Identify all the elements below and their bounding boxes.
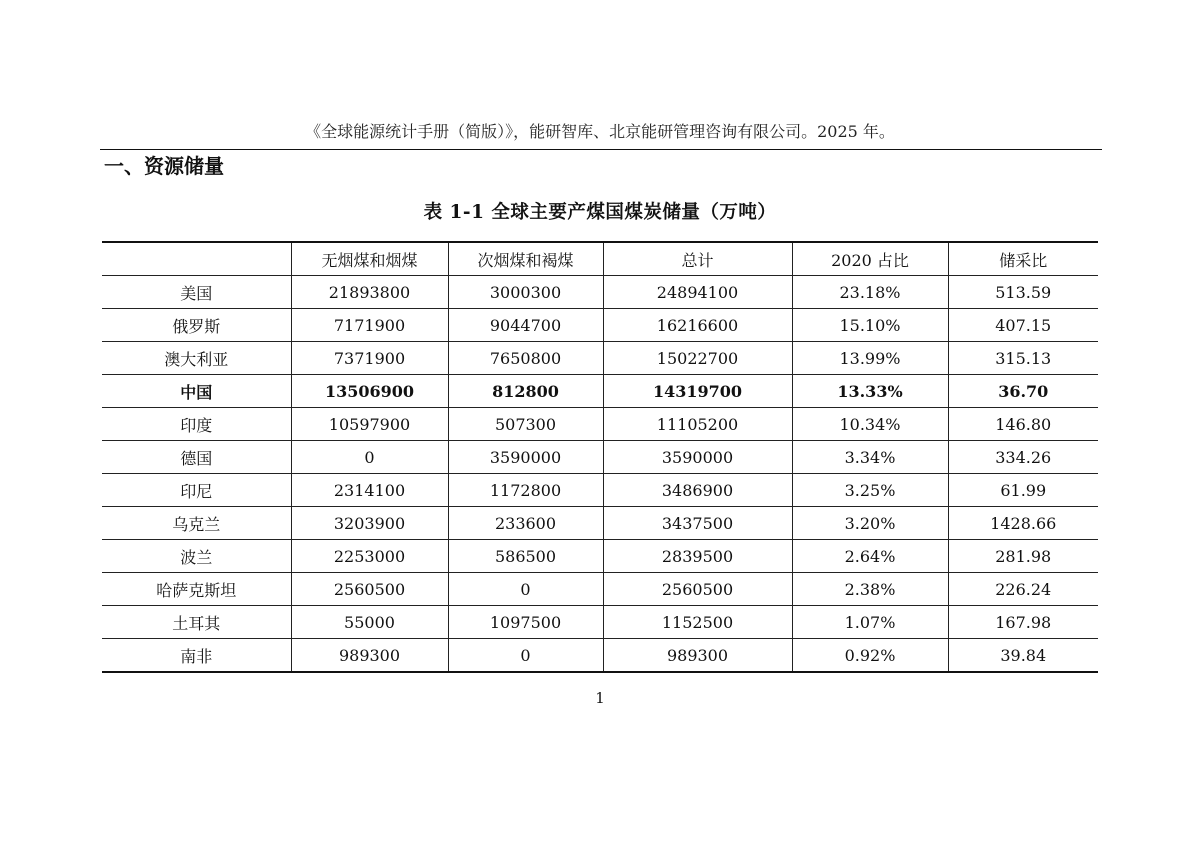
cell-anthracite-bituminous: 0: [291, 441, 448, 474]
cell-rp-ratio: 513.59: [948, 276, 1098, 309]
cell-total: 3590000: [603, 441, 792, 474]
cell-total: 989300: [603, 639, 792, 673]
cell-share-2020: 15.10%: [792, 309, 948, 342]
cell-share-2020: 3.20%: [792, 507, 948, 540]
table-title-text: 表 1-1 全球主要产煤国煤炭储量（万吨）: [423, 202, 777, 223]
cell-subbituminous-lignite: 0: [448, 639, 603, 673]
cell-rp-ratio: 61.99: [948, 474, 1098, 507]
cell-total: 11105200: [603, 408, 792, 441]
cell-country: 土耳其: [102, 606, 291, 639]
cell-rp-ratio: 281.98: [948, 540, 1098, 573]
cell-rp-ratio: 36.70: [948, 375, 1098, 408]
cell-subbituminous-lignite: 233600: [448, 507, 603, 540]
cell-share-2020: 10.34%: [792, 408, 948, 441]
table-row: [102, 573, 1098, 606]
column-header-total: 总计: [603, 242, 792, 276]
cell-rp-ratio: 334.26: [948, 441, 1098, 474]
column-header-anthracite-bituminous: 无烟煤和烟煤: [291, 242, 448, 276]
cell-country: 乌克兰: [102, 507, 291, 540]
table-title: [100, 199, 1100, 227]
table-row: [102, 540, 1098, 573]
cell-subbituminous-lignite: 812800: [448, 375, 603, 408]
cell-anthracite-bituminous: 7371900: [291, 342, 448, 375]
table-row: [102, 276, 1098, 309]
cell-share-2020: 3.25%: [792, 474, 948, 507]
cell-anthracite-bituminous: 7171900: [291, 309, 448, 342]
cell-total: 16216600: [603, 309, 792, 342]
cell-share-2020: 2.38%: [792, 573, 948, 606]
header-rule: [100, 149, 1102, 150]
page-number: 1: [595, 689, 605, 707]
cell-total: 1152500: [603, 606, 792, 639]
table-row: [102, 606, 1098, 639]
cell-share-2020: 2.64%: [792, 540, 948, 573]
cell-anthracite-bituminous: 21893800: [291, 276, 448, 309]
cell-anthracite-bituminous: 55000: [291, 606, 448, 639]
cell-country: 印尼: [102, 474, 291, 507]
cell-country: 哈萨克斯坦: [102, 573, 291, 606]
cell-share-2020: 13.33%: [792, 375, 948, 408]
column-header-country: [102, 242, 291, 276]
cell-total: 2560500: [603, 573, 792, 606]
cell-country: 澳大利亚: [102, 342, 291, 375]
cell-anthracite-bituminous: 3203900: [291, 507, 448, 540]
cell-subbituminous-lignite: 1172800: [448, 474, 603, 507]
section-heading: 一、资源储量: [104, 154, 224, 178]
cell-total: 15022700: [603, 342, 792, 375]
cell-rp-ratio: 167.98: [948, 606, 1098, 639]
cell-subbituminous-lignite: 0: [448, 573, 603, 606]
column-header-share-2020: 2020 占比: [792, 242, 948, 276]
cell-country: 印度: [102, 408, 291, 441]
cell-country: 中国: [102, 375, 291, 408]
cell-total: 2839500: [603, 540, 792, 573]
cell-country: 波兰: [102, 540, 291, 573]
cell-subbituminous-lignite: 9044700: [448, 309, 603, 342]
cell-subbituminous-lignite: 507300: [448, 408, 603, 441]
table-row: [102, 507, 1098, 540]
cell-country: 南非: [102, 639, 291, 673]
cell-rp-ratio: 146.80: [948, 408, 1098, 441]
table-row: [102, 474, 1098, 507]
cell-total: 3437500: [603, 507, 792, 540]
cell-country: 俄罗斯: [102, 309, 291, 342]
table-row: [102, 309, 1098, 342]
cell-anthracite-bituminous: 2560500: [291, 573, 448, 606]
cell-rp-ratio: 315.13: [948, 342, 1098, 375]
cell-anthracite-bituminous: 989300: [291, 639, 448, 673]
table-header-row: [102, 242, 1098, 276]
cell-share-2020: 3.34%: [792, 441, 948, 474]
cell-total: 24894100: [603, 276, 792, 309]
cell-subbituminous-lignite: 3000300: [448, 276, 603, 309]
cell-subbituminous-lignite: 7650800: [448, 342, 603, 375]
cell-rp-ratio: 1428.66: [948, 507, 1098, 540]
cell-share-2020: 0.92%: [792, 639, 948, 673]
cell-anthracite-bituminous: 2253000: [291, 540, 448, 573]
cell-total: 3486900: [603, 474, 792, 507]
table-row: [102, 408, 1098, 441]
cell-country: 美国: [102, 276, 291, 309]
column-header-subbituminous-lignite: 次烟煤和褐煤: [448, 242, 603, 276]
cell-subbituminous-lignite: 1097500: [448, 606, 603, 639]
cell-country: 德国: [102, 441, 291, 474]
table-row-highlighted: [102, 375, 1098, 408]
cell-rp-ratio: 39.84: [948, 639, 1098, 673]
cell-anthracite-bituminous: 10597900: [291, 408, 448, 441]
cell-total: 14319700: [603, 375, 792, 408]
cell-rp-ratio: 226.24: [948, 573, 1098, 606]
column-header-rp-ratio: 储采比: [948, 242, 1098, 276]
cell-share-2020: 23.18%: [792, 276, 948, 309]
table-row: [102, 639, 1098, 673]
table-row: [102, 441, 1098, 474]
cell-subbituminous-lignite: 586500: [448, 540, 603, 573]
cell-anthracite-bituminous: 2314100: [291, 474, 448, 507]
source-citation: 《全球能源统计手册（简版）》，能研智库、北京能研管理咨询有限公司。2025 年。: [305, 122, 895, 141]
cell-subbituminous-lignite: 3590000: [448, 441, 603, 474]
cell-anthracite-bituminous: 13506900: [291, 375, 448, 408]
cell-share-2020: 13.99%: [792, 342, 948, 375]
table-row: [102, 342, 1098, 375]
coal-reserves-table: [102, 241, 1098, 673]
cell-share-2020: 1.07%: [792, 606, 948, 639]
cell-rp-ratio: 407.15: [948, 309, 1098, 342]
